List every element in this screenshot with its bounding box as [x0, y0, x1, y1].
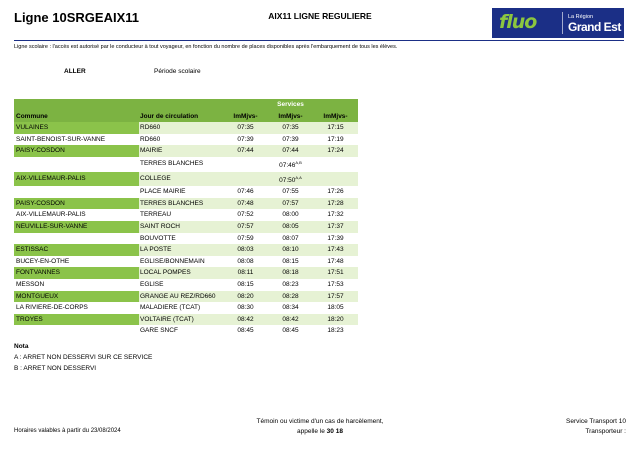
footnote-marker: A,B [295, 159, 302, 165]
stop-cell-text: BOUVOTTE [140, 234, 176, 242]
time-cell-3 [313, 198, 358, 210]
time-cell-1-text: 07:57 [237, 222, 254, 230]
time-cell-3 [313, 186, 358, 198]
stop-cell [139, 267, 223, 279]
commune-cell [14, 291, 139, 303]
time-cell-3-text: 17:37 [327, 222, 344, 230]
commune-cell [14, 145, 139, 157]
time-cell-1 [223, 134, 268, 146]
time-cell-3 [313, 279, 358, 291]
time-cell-2 [268, 145, 313, 157]
table-row [14, 221, 358, 233]
stop-cell [139, 221, 223, 233]
note-b: B : ARRET NON DESSERVI [14, 365, 97, 372]
footnote-marker: A,A [295, 174, 302, 180]
commune-cell [14, 221, 139, 233]
commune-cell-text: SAINT-BENOIST-SUR-VANNE [16, 135, 106, 143]
stop-cell [139, 157, 223, 172]
time-cell-3-text: 17:19 [327, 135, 344, 143]
stop-cell-text: TERREAU [140, 211, 172, 219]
time-cell-1 [223, 244, 268, 256]
commune-cell-text: PAISY-COSDON [16, 199, 65, 207]
time-cell-3 [313, 157, 358, 172]
time-cell-2 [268, 291, 313, 303]
commune-cell-text: LA RIVIERE-DE-CORPS [16, 304, 88, 312]
time-cell-1-text: 07:48 [237, 199, 254, 207]
stop-cell [139, 302, 223, 314]
table-row [14, 122, 358, 134]
time-cell-2-text: 07:44 [282, 147, 299, 155]
time-cell-2-text: 07:50 [279, 176, 296, 184]
stop-cell [139, 209, 223, 221]
table-row [14, 134, 358, 146]
time-cell-3-text: 17:48 [327, 257, 344, 265]
time-cell-3 [313, 291, 358, 303]
service-1-days: lmMjvs- [223, 111, 268, 123]
time-cell-1-text: 08:42 [237, 315, 254, 323]
time-cell-1 [223, 233, 268, 245]
time-cell-2 [268, 209, 313, 221]
time-cell-3 [313, 122, 358, 134]
stop-cell-text: VOLTAIRE (TCAT) [140, 315, 194, 323]
commune-cell [14, 209, 139, 221]
stop-cell-text: PLACE MAIRIE [140, 188, 186, 196]
stop-cell-text: LA POSTE [140, 246, 172, 254]
time-cell-1 [223, 145, 268, 157]
time-cell-3-text: 17:53 [327, 280, 344, 288]
time-cell-1 [223, 314, 268, 326]
stop-cell-text: TERRES BLANCHES [140, 199, 204, 207]
time-cell-2 [268, 302, 313, 314]
commune-cell-text: ESTISSAC [16, 246, 49, 254]
stop-cell [139, 198, 223, 210]
time-cell-2 [268, 221, 313, 233]
services-header-row [14, 99, 358, 111]
time-cell-3-text: 18:05 [327, 304, 344, 312]
time-cell-1-text: 08:30 [237, 304, 254, 312]
time-cell-2 [268, 267, 313, 279]
commune-cell-text: VULAINES [16, 124, 49, 132]
time-cell-2-text: 08:10 [282, 246, 299, 254]
time-cell-3 [313, 267, 358, 279]
time-cell-2-text: 07:57 [282, 199, 299, 207]
time-cell-1-text: 08:20 [237, 292, 254, 300]
table-row [14, 244, 358, 256]
time-cell-1-text: 07:35 [237, 124, 254, 132]
commune-cell-text: FONTVANNES [16, 269, 60, 277]
commune-cell [14, 134, 139, 146]
time-cell-3 [313, 134, 358, 146]
time-cell-2-text: 08:42 [282, 315, 299, 323]
service-3-days: lmMjvs- [313, 111, 358, 123]
commune-header: Commune [14, 111, 139, 123]
commune-cell [14, 267, 139, 279]
commune-cell [14, 198, 139, 210]
service-name: Service Transport 10 [566, 418, 626, 425]
time-cell-2 [268, 233, 313, 245]
stop-cell [139, 244, 223, 256]
time-cell-1-text: 07:46 [237, 188, 254, 196]
commune-cell-text: PAISY-COSDON [16, 147, 65, 155]
time-cell-2-text: 08:18 [282, 269, 299, 277]
stop-cell [139, 186, 223, 198]
time-cell-3-text: 18:23 [327, 327, 344, 335]
stop-cell-text: RD660 [140, 135, 161, 143]
stop-cell [139, 314, 223, 326]
commune-cell [14, 314, 139, 326]
time-cell-3 [313, 145, 358, 157]
time-cell-2 [268, 157, 313, 172]
circulation-header: Jour de circulation [139, 111, 223, 123]
time-cell-1-text: 08:11 [237, 269, 254, 277]
time-cell-1-text: 07:52 [237, 211, 254, 219]
stop-cell-text: SAINT ROCH [140, 222, 180, 230]
time-cell-2 [268, 122, 313, 134]
time-cell-2-text: 08:45 [282, 327, 299, 335]
time-cell-1 [223, 122, 268, 134]
commune-cell [14, 157, 139, 172]
column-header-row [14, 111, 358, 123]
table-row [14, 256, 358, 268]
time-cell-2-text: 08:23 [282, 280, 299, 288]
time-cell-1-text: 08:08 [237, 257, 254, 265]
time-cell-1 [223, 157, 268, 172]
stop-cell-text: MAIRIE [140, 147, 163, 155]
time-cell-3-text: 17:51 [327, 269, 344, 277]
time-cell-1 [223, 302, 268, 314]
time-cell-1-text: 07:44 [237, 147, 254, 155]
time-cell-3 [313, 302, 358, 314]
logo-divider [562, 12, 563, 34]
time-cell-1-text: 07:59 [237, 234, 254, 242]
stop-cell [139, 172, 223, 187]
time-cell-2-text: 08:15 [282, 257, 299, 265]
header-divider [14, 40, 624, 41]
table-row [14, 198, 358, 210]
commune-cell [14, 233, 139, 245]
time-cell-3 [313, 221, 358, 233]
time-cell-3-text: 17:39 [327, 234, 344, 242]
commune-cell-text: NEUVILLE-SUR-VANNE [16, 222, 88, 230]
time-cell-1-text: 08:45 [237, 327, 254, 335]
time-cell-1 [223, 279, 268, 291]
time-cell-2 [268, 314, 313, 326]
stop-cell [139, 256, 223, 268]
logo-region: La Région [568, 14, 594, 20]
time-cell-2-text: 07:35 [282, 124, 299, 132]
table-row [14, 302, 358, 314]
services-label: Services [223, 99, 358, 111]
time-cell-1 [223, 209, 268, 221]
stop-cell-text: EGLISE [140, 280, 164, 288]
table-row [14, 145, 358, 157]
time-cell-2-text: 08:00 [282, 211, 299, 219]
time-cell-3 [313, 244, 358, 256]
table-row [14, 325, 358, 337]
time-cell-2 [268, 325, 313, 337]
fluo-grand-est-logo [492, 8, 624, 38]
time-cell-3 [313, 256, 358, 268]
logo-brand: fluo [499, 11, 537, 33]
stop-cell [139, 122, 223, 134]
time-cell-1-text: 07:39 [237, 135, 254, 143]
table-row [14, 233, 358, 245]
time-cell-3 [313, 325, 358, 337]
notes-title: Nota [14, 343, 29, 350]
harassment-number: 30 18 [326, 428, 343, 435]
commune-cell [14, 279, 139, 291]
commune-cell-text: TROYES [16, 315, 43, 323]
period-label: Période scolaire [154, 68, 201, 75]
time-cell-1-text: 08:15 [237, 280, 254, 288]
commune-cell [14, 172, 139, 187]
commune-cell [14, 186, 139, 198]
line-title: AIX11 LIGNE REGULIERE [268, 11, 372, 21]
time-cell-3-text: 18:20 [327, 315, 344, 323]
stop-cell-text: LOCAL POMPES [140, 269, 191, 277]
time-cell-1 [223, 198, 268, 210]
time-cell-3-text: 17:57 [327, 292, 344, 300]
commune-cell-text: MONTGUEUX [16, 292, 59, 300]
time-cell-3 [313, 209, 358, 221]
time-cell-1 [223, 291, 268, 303]
time-cell-2 [268, 244, 313, 256]
stop-cell-text: GARE SNCF [140, 327, 178, 335]
time-cell-1-text: 08:03 [237, 246, 254, 254]
time-cell-2-text: 08:05 [282, 222, 299, 230]
commune-cell-text: MESSON [16, 280, 45, 288]
stop-cell [139, 145, 223, 157]
timetable [14, 99, 358, 337]
stop-cell-text: GRANGE AU REZ/RD660 [140, 292, 216, 300]
school-line-notice: Ligne scolaire : l'accès est autorisé par le conducteur à tout voyageur, en fonction du nombre de places disponibles après l'embarquement de tous les élèves. [14, 44, 398, 50]
table-row [14, 172, 358, 187]
stop-cell [139, 325, 223, 337]
time-cell-2-text: 07:46 [279, 161, 296, 169]
table-row [14, 267, 358, 279]
stop-cell [139, 233, 223, 245]
time-cell-1 [223, 267, 268, 279]
harassment-call [230, 428, 410, 435]
commune-cell [14, 256, 139, 268]
time-cell-1 [223, 172, 268, 187]
table-row [14, 157, 358, 172]
stop-cell-text: COLLEGE [140, 175, 171, 183]
logo-region-name: Grand Est [568, 20, 621, 34]
time-cell-1 [223, 221, 268, 233]
table-row [14, 314, 358, 326]
commune-cell-text: AIX-VILLEMAUR-PALIS [16, 175, 86, 183]
commune-cell [14, 122, 139, 134]
table-row [14, 209, 358, 221]
commune-cell [14, 302, 139, 314]
carrier-label: Transporteur : [585, 428, 626, 435]
time-cell-2 [268, 198, 313, 210]
time-cell-2-text: 08:28 [282, 292, 299, 300]
time-cell-2 [268, 134, 313, 146]
time-cell-3-text: 17:43 [327, 246, 344, 254]
time-cell-3-text: 17:32 [327, 211, 344, 219]
time-cell-2 [268, 186, 313, 198]
stop-cell [139, 134, 223, 146]
table-row [14, 279, 358, 291]
time-cell-3-text: 17:26 [327, 188, 344, 196]
time-cell-2 [268, 172, 313, 187]
harassment-prefix: appelle le [297, 428, 325, 435]
stop-cell-text: RD660 [140, 124, 161, 132]
time-cell-2 [268, 256, 313, 268]
validity-date: Horaires valables à partir du 23/08/2024 [14, 428, 121, 434]
time-cell-2 [268, 279, 313, 291]
time-cell-3 [313, 172, 358, 187]
commune-cell-text: BUCEY-EN-OTHE [16, 257, 70, 265]
time-cell-1 [223, 325, 268, 337]
time-cell-2-text: 08:34 [282, 304, 299, 312]
harassment-message: Témoin ou victime d'un cas de harcèlement, [256, 418, 384, 425]
table-row [14, 291, 358, 303]
time-cell-2-text: 08:07 [282, 234, 299, 242]
time-cell-1 [223, 256, 268, 268]
stop-cell-text: MALADIERE (TCAT) [140, 304, 201, 312]
time-cell-2-text: 07:55 [282, 188, 299, 196]
commune-cell [14, 325, 139, 337]
commune-cell-text: AIX-VILLEMAUR-PALIS [16, 211, 86, 219]
table-row [14, 186, 358, 198]
commune-cell [14, 244, 139, 256]
stop-cell-text: EGLISE/BONNEMAIN [140, 257, 205, 265]
time-cell-3-text: 17:24 [327, 147, 344, 155]
time-cell-3-text: 17:28 [327, 199, 344, 207]
time-cell-2-text: 07:39 [282, 135, 299, 143]
time-cell-3 [313, 233, 358, 245]
service-2-days: lmMjvs- [268, 111, 313, 123]
time-cell-3 [313, 314, 358, 326]
note-a: A : ARRET NON DESSERVI SUR CE SERVICE [14, 354, 153, 361]
stop-cell-text: TERRES BLANCHES [140, 160, 204, 168]
time-cell-3-text: 17:15 [327, 124, 344, 132]
time-cell-1 [223, 186, 268, 198]
direction-label: ALLER [64, 68, 86, 75]
stop-cell [139, 279, 223, 291]
document-title: Ligne 10SRGEAIX11 [14, 10, 139, 25]
stop-cell [139, 291, 223, 303]
